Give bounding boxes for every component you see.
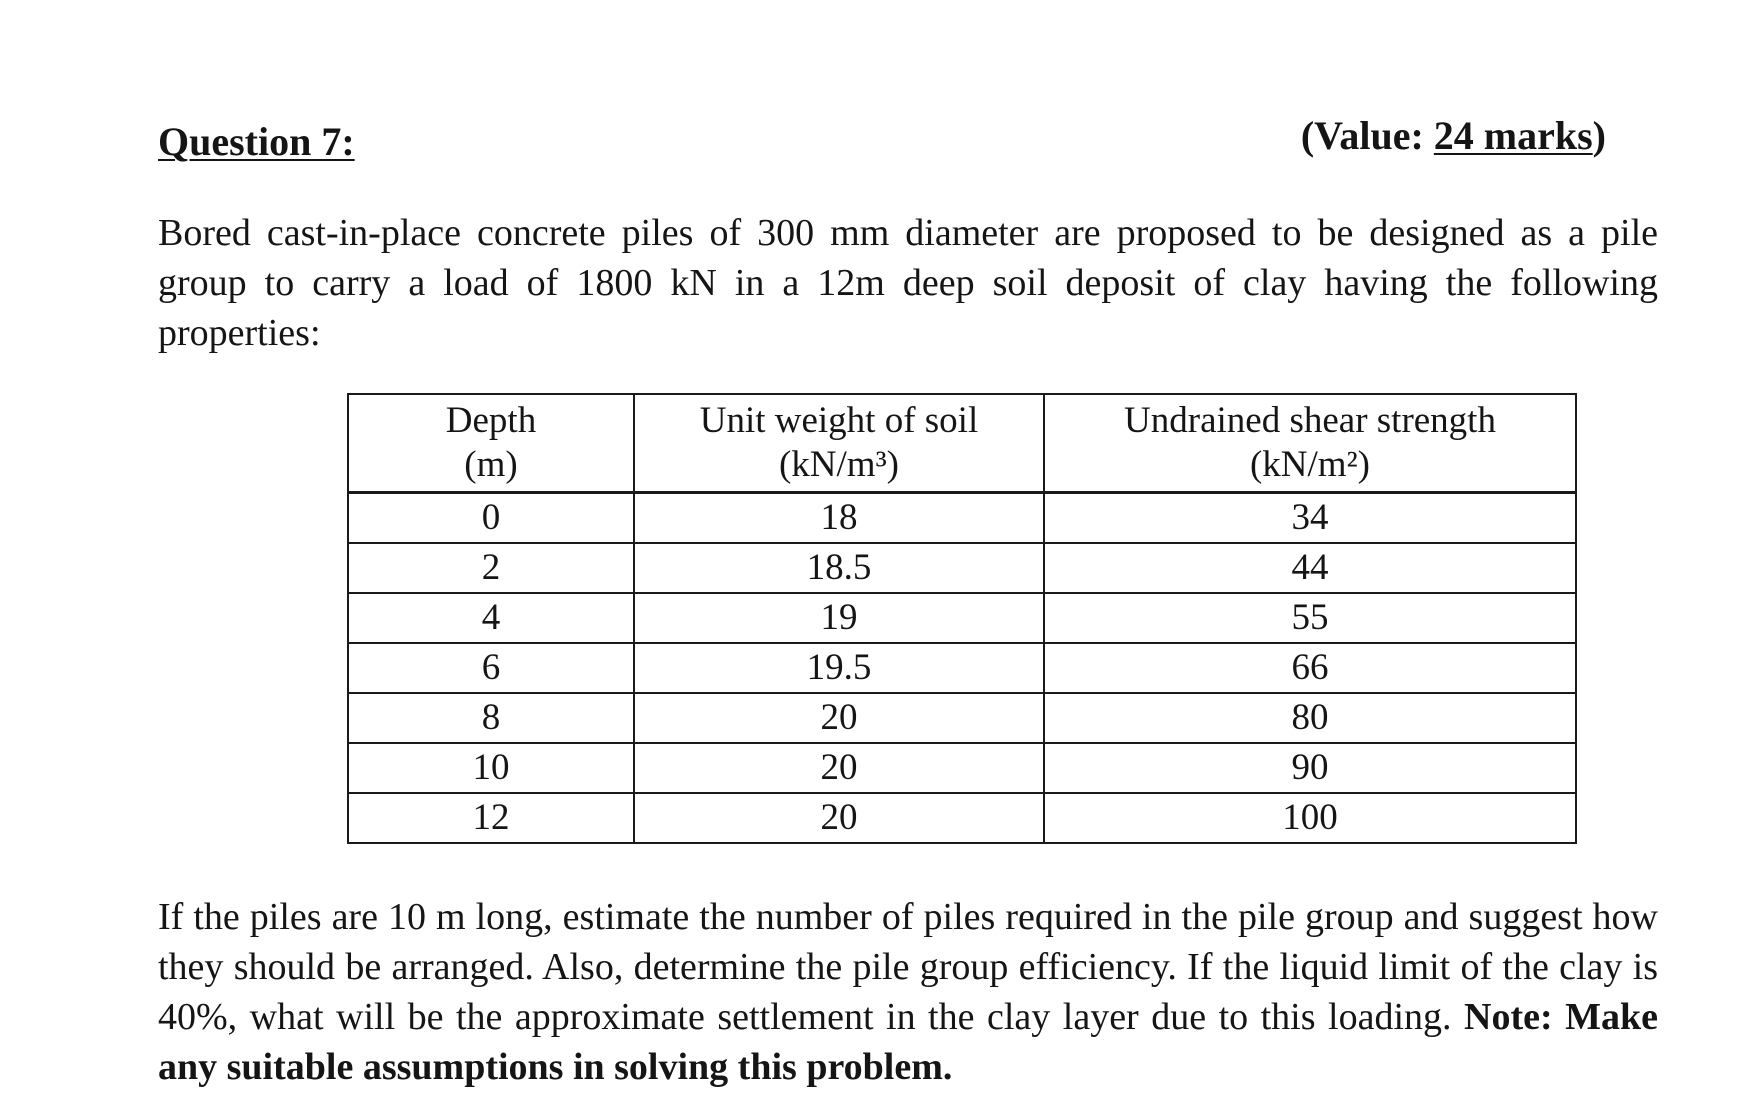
cell-shear-strength: 44 xyxy=(1044,543,1576,593)
question-title: Question 7: xyxy=(158,119,355,164)
cell-shear-strength: 55 xyxy=(1044,593,1576,643)
intro-paragraph: Bored cast-in-place concrete piles of 300 mm diameter are proposed to be designed as a pile group to carry a load of 1800 kN in a 12m deep soil deposit of clay having the following properties: xyxy=(158,212,1658,354)
header-unit-weight xyxy=(634,394,1044,493)
cell-depth: 0 xyxy=(348,493,634,544)
cell-unit-weight: 19 xyxy=(634,593,1044,643)
cell-depth: 2 xyxy=(348,543,634,593)
cell-unit-weight: 20 xyxy=(634,693,1044,743)
table-row xyxy=(348,743,1576,793)
value-marks: 24 marks xyxy=(1433,113,1593,158)
cell-unit-weight: 19.5 xyxy=(634,643,1044,693)
header-shear-strength-line2: (kN/m²) xyxy=(1249,444,1370,485)
cell-shear-strength: 100 xyxy=(1044,793,1576,843)
note-text: Note: Make any suitable assumptions in solving this problem. xyxy=(158,996,1658,1088)
question-value xyxy=(1301,112,1606,159)
cell-shear-strength: 80 xyxy=(1044,693,1576,743)
closing-text: If the piles are 10 m long, estimate the number of piles required in the pile group and suggest how they should be arranged. Also, determine the pile group efficiency. If the liquid limit of the clay is 40%, what will be the approximate settlement in the clay layer due to this loading. xyxy=(158,896,1658,1038)
cell-unit-weight: 18.5 xyxy=(634,543,1044,593)
table-row xyxy=(348,643,1576,693)
header-shear-strength xyxy=(1044,394,1576,493)
table-row xyxy=(348,593,1576,643)
table-row xyxy=(348,493,1576,544)
header-shear-strength-line1: Undrained shear strength xyxy=(1124,400,1496,441)
soil-properties-table xyxy=(347,393,1577,844)
cell-depth: 6 xyxy=(348,643,634,693)
header-depth xyxy=(348,394,634,493)
value-suffix: ) xyxy=(1592,113,1606,158)
header-depth-line1: Depth xyxy=(445,400,537,441)
value-prefix: (Value: xyxy=(1300,113,1434,158)
cell-shear-strength: 34 xyxy=(1044,493,1576,544)
cell-depth: 8 xyxy=(348,693,634,743)
cell-unit-weight: 18 xyxy=(634,493,1044,544)
cell-unit-weight: 20 xyxy=(634,793,1044,843)
table-row xyxy=(348,693,1576,743)
cell-unit-weight: 20 xyxy=(634,743,1044,793)
cell-shear-strength: 66 xyxy=(1044,643,1576,693)
closing-paragraph xyxy=(158,892,1658,1092)
table-row xyxy=(348,793,1576,843)
cell-depth: 10 xyxy=(348,743,634,793)
cell-shear-strength: 90 xyxy=(1044,743,1576,793)
table-header-row xyxy=(348,394,1576,493)
header-depth-line2: (m) xyxy=(464,444,518,485)
cell-depth: 4 xyxy=(348,593,634,643)
cell-depth: 12 xyxy=(348,793,634,843)
question-header xyxy=(158,112,1606,172)
table-row xyxy=(348,543,1576,593)
header-unit-weight-line1: Unit weight of soil xyxy=(699,400,979,441)
header-unit-weight-line2: (kN/m³) xyxy=(778,444,899,485)
